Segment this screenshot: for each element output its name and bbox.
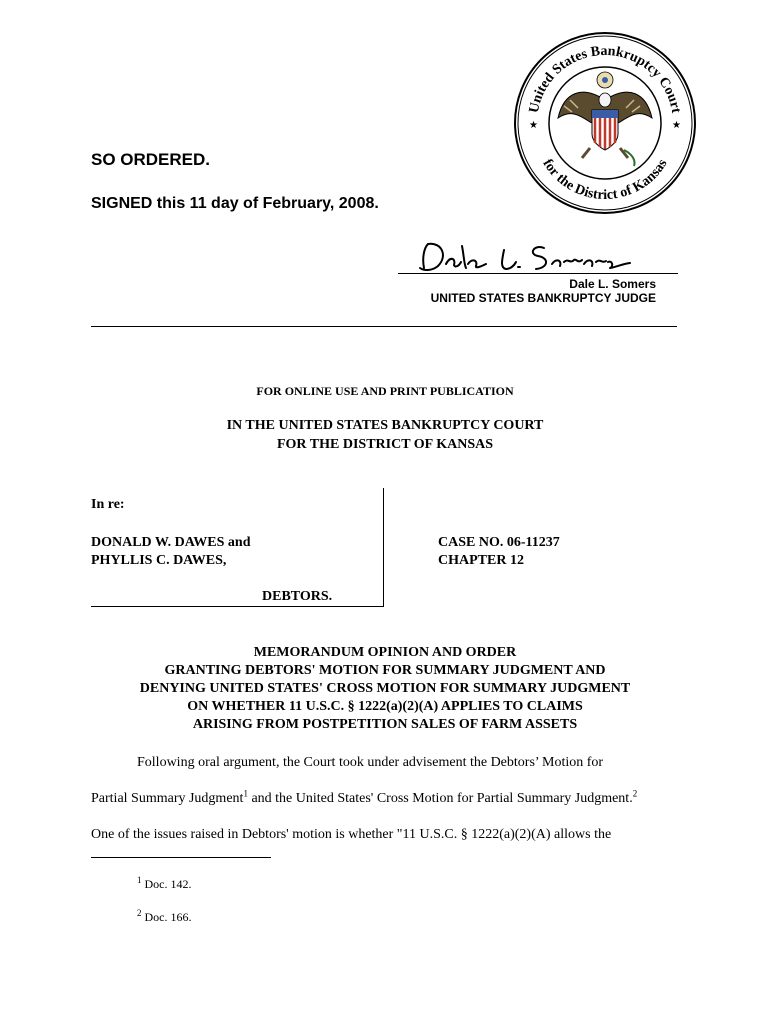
body-paragraph-3: One of the issues raised in Debtors' motion is whether "11 U.S.C. § 1222(a)(2)(A) allows the (91, 827, 612, 842)
body-paragraph-2-part-b: and the United States' Cross Motion for Partial Summary Judgment. (247, 791, 633, 806)
footnote-text: Doc. 166. (141, 910, 192, 924)
caption-debtor-1: DONALD W. DAWES and (91, 535, 251, 550)
footnote-ref-2[interactable]: 2 (632, 788, 638, 799)
case-chapter: CHAPTER 12 (438, 553, 524, 568)
body-paragraph-2-part-a: Partial Summary Judgment (91, 791, 244, 806)
footnote-2 (137, 910, 192, 925)
footnote-mark: 2 (137, 908, 142, 918)
footnote-ref-1[interactable]: 1 (243, 788, 248, 799)
caption-debtor-2: PHYLLIS C. DAWES, (91, 553, 227, 568)
caption-horizontal-divider (91, 606, 384, 607)
opinion-title-line-5: ARISING FROM POSTPETITION SALES OF FARM ASSETS (192, 717, 578, 732)
judge-title: UNITED STATES BANKRUPTCY JUDGE (430, 291, 656, 305)
seal-star-right: ★ (672, 120, 681, 131)
signature-line (398, 273, 678, 274)
judge-name: Dale L. Somers (569, 277, 656, 291)
signed-date-line: SIGNED this 11 day of February, 2008. (91, 195, 379, 212)
body-paragraph-2 (91, 788, 638, 807)
footnote-mark: 1 (137, 875, 142, 885)
footnote-text: Doc. 142. (141, 877, 192, 891)
court-name: IN THE UNITED STATES BANKRUPTCY COURT (226, 418, 544, 433)
caption-debtors-label: DEBTORS. (262, 589, 333, 604)
opinion-title-line-3: DENYING UNITED STATES' CROSS MOTION FOR SUMMARY JUDGMENT (139, 681, 631, 696)
opinion-title-line-2: GRANTING DEBTORS' MOTION FOR SUMMARY JUDGMENT AND (164, 663, 606, 678)
footnote-divider (91, 857, 271, 858)
seal-star-left: ★ (529, 120, 538, 131)
body-paragraph-1: Following oral argument, the Court took under advisement the Debtors’ Motion for (137, 755, 604, 770)
footnote-1 (137, 877, 192, 892)
opinion-title-line-4: ON WHETHER 11 U.S.C. § 1222(a)(2)(A) APPLIES TO CLAIMS (187, 699, 583, 714)
header-divider (91, 326, 677, 327)
caption-in-re: In re: (91, 497, 125, 512)
seal-top-text: United States Bankruptcy Court (526, 43, 684, 115)
case-number: CASE NO. 06-11237 (438, 535, 560, 550)
judge-signature (398, 238, 678, 278)
opinion-title-line-1: MEMORANDUM OPINION AND ORDER (253, 645, 517, 660)
caption-vertical-divider (383, 488, 384, 607)
court-district: FOR THE DISTRICT OF KANSAS (276, 437, 493, 452)
so-ordered-heading: SO ORDERED. (91, 150, 211, 169)
court-seal (512, 30, 698, 216)
seal-bottom-text: for the District of Kansas (539, 156, 671, 204)
publication-note: FOR ONLINE USE AND PRINT PUBLICATION (256, 384, 514, 398)
